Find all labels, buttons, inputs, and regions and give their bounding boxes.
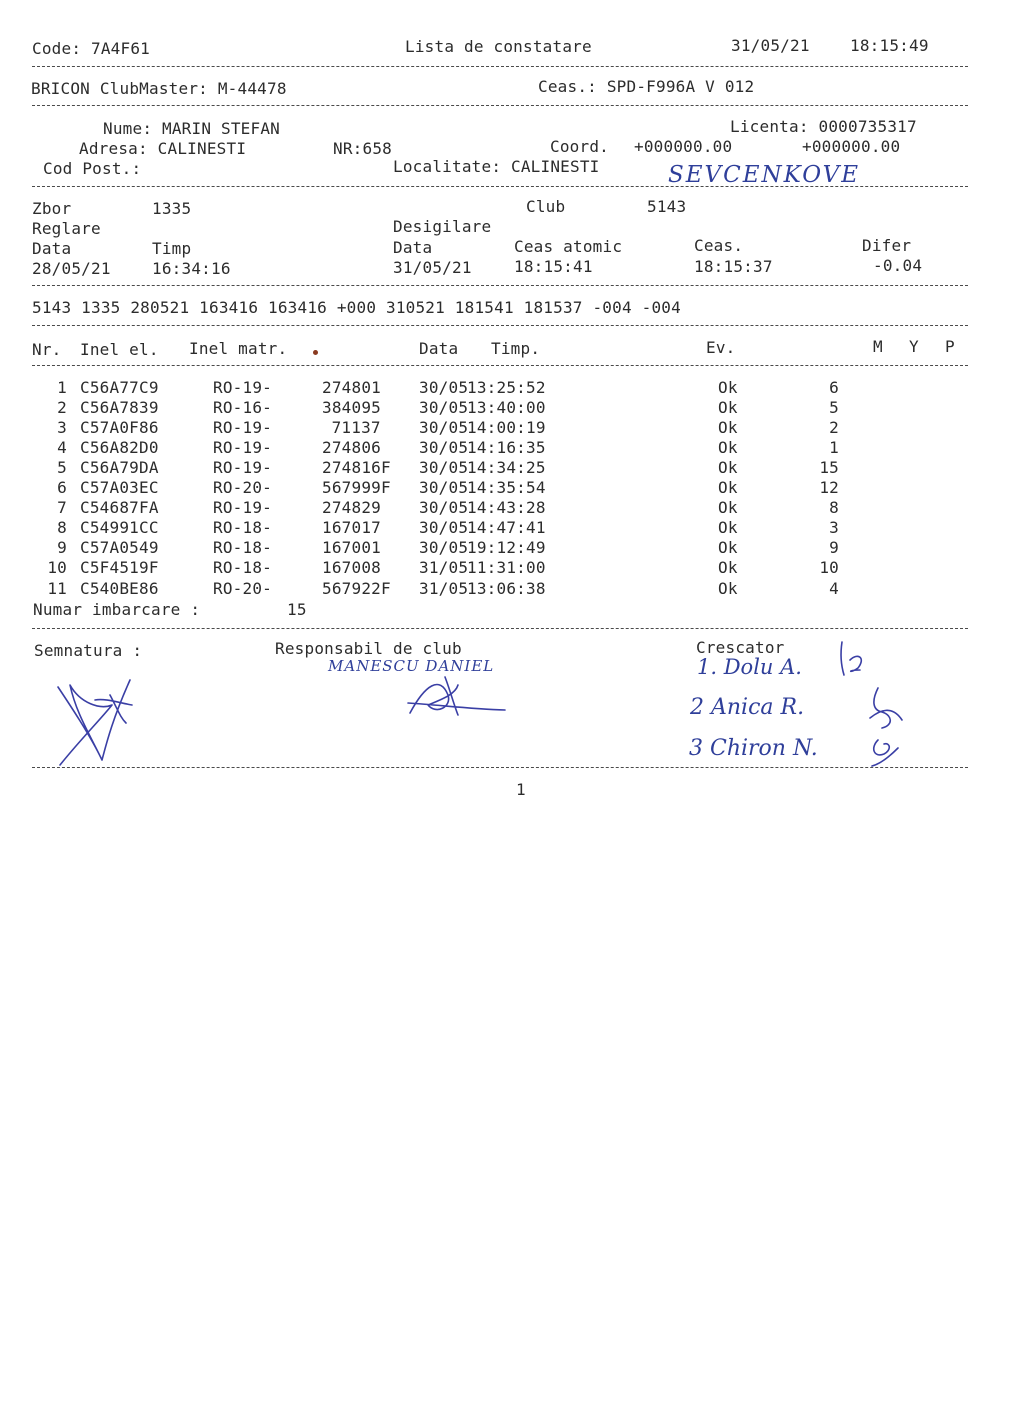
postal-code-label: Cod Post.: [43, 159, 142, 178]
cell-position: 9 [829, 538, 839, 558]
cell-position: 8 [829, 498, 839, 518]
col-header-y: Y [909, 337, 919, 356]
cell-date: 30/05 [419, 498, 469, 518]
cell-position: 10 [819, 558, 839, 578]
cell-nr: 10 [47, 558, 67, 578]
fancier-signature [40, 665, 150, 775]
cell-nr: 1 [57, 378, 67, 397]
document-title: Lista de constatare [405, 37, 592, 56]
difference-label: Difer [862, 236, 912, 255]
divider [32, 66, 968, 67]
cell-event: Ok [718, 518, 738, 538]
cell-time: 19:12:49 [467, 538, 546, 558]
cell-ring-prefix: RO-20- [213, 478, 272, 498]
cell-electronic-ring: C56A77C9 [80, 378, 159, 397]
cell-electronic-ring: C540BE86 [80, 578, 159, 598]
basketed-count-label: Numar imbarcare : [33, 600, 201, 619]
cell-date: 30/05 [419, 538, 469, 558]
breeder-witness-3: 3 Chiron N. [689, 736, 818, 761]
cell-time: 13:06:38 [467, 578, 546, 598]
clock-time: 18:15:37 [694, 257, 773, 276]
cell-electronic-ring: C57A03EC [80, 478, 159, 498]
col-header-event: Ev. [706, 338, 736, 357]
desigilare-label: Desigilare [393, 217, 492, 236]
cell-time: 14:16:35 [467, 438, 546, 458]
cell-ring-number: 274829 [322, 498, 381, 518]
cell-event: Ok [718, 458, 738, 478]
divider [32, 325, 968, 326]
ink-dot [313, 350, 318, 355]
club-label: Club [526, 197, 566, 216]
cell-position: 2 [829, 418, 839, 438]
cell-event: Ok [718, 438, 738, 458]
clock-difference: -0.04 [873, 256, 923, 275]
cell-ring-number: 71137 [331, 418, 381, 438]
cell-nr: 5 [57, 458, 67, 478]
cell-event: Ok [718, 378, 738, 397]
cell-ring-number: 384095 [322, 398, 381, 418]
cell-ring-prefix: RO-18- [213, 558, 272, 578]
cell-time: 11:31:00 [467, 558, 546, 578]
print-time: 18:15:49 [850, 36, 929, 55]
cell-ring-prefix: RO-18- [213, 538, 272, 558]
cell-event: Ok [718, 538, 738, 558]
col-header-date: Data [419, 339, 459, 358]
cell-ring-prefix: RO-19- [213, 498, 272, 518]
cell-ring-number: 167008 [322, 558, 381, 578]
cell-position: 5 [829, 398, 839, 418]
cell-electronic-ring: C54991CC [80, 518, 159, 538]
cell-event: Ok [718, 398, 738, 418]
cell-nr: 6 [57, 478, 67, 498]
flight-number: 1335 [152, 199, 192, 218]
cell-electronic-ring: C56A82D0 [80, 438, 159, 458]
breeder-signatures [820, 640, 910, 775]
breeder-witness-2: 2 Anica R. [690, 695, 805, 720]
locality: Localitate: CALINESTI [393, 157, 600, 176]
reglare-date-label: Data [32, 239, 72, 258]
cell-date: 30/05 [419, 438, 469, 458]
divider [32, 186, 968, 187]
col-header-m: M [873, 337, 883, 356]
basketed-count: 15 [287, 600, 307, 619]
desigilare-date: 31/05/21 [393, 258, 472, 277]
divider [32, 628, 968, 629]
cell-time: 14:47:41 [467, 518, 546, 538]
license-number: Licenta: 0000735317 [730, 117, 917, 136]
cell-event: Ok [718, 558, 738, 578]
col-header-time: Timp. [491, 339, 541, 358]
cell-nr: 8 [57, 518, 67, 538]
cell-position: 3 [829, 518, 839, 538]
print-date: 31/05/21 [731, 36, 810, 55]
divider [32, 365, 968, 366]
cell-electronic-ring: C56A7839 [80, 398, 159, 418]
col-header-ring-number: Inel matr. [189, 339, 288, 358]
divider [32, 105, 968, 106]
cell-nr: 4 [57, 438, 67, 458]
cell-date: 30/05 [419, 418, 469, 438]
coord-longitude: +000000.00 [802, 137, 901, 156]
cell-ring-prefix: RO-18- [213, 518, 272, 538]
clubmaster-id: BRICON ClubMaster: M-44478 [31, 79, 287, 98]
atomic-clock-time: 18:15:41 [514, 257, 593, 276]
cell-ring-prefix: RO-19- [213, 438, 272, 458]
club-number: 5143 [647, 197, 687, 216]
divider [32, 767, 968, 768]
cell-date: 30/05 [419, 518, 469, 538]
cell-electronic-ring: C57A0549 [80, 538, 159, 558]
club-responsible-name: MANESCU DANIEL [328, 657, 495, 675]
cell-nr: 11 [47, 578, 67, 598]
cell-ring-prefix: RO-19- [213, 458, 272, 478]
cell-ring-prefix: RO-20- [213, 578, 272, 598]
club-responsible-signature [400, 665, 510, 725]
breeder-witness-1: 1. Dolu A. [697, 655, 802, 679]
cell-date: 31/05 [419, 578, 469, 598]
cell-position: 1 [829, 438, 839, 458]
cell-time: 13:25:52 [467, 378, 546, 397]
clock-id: Ceas.: SPD-F996A V 012 [538, 77, 755, 96]
cell-electronic-ring: C56A79DA [80, 458, 159, 478]
cell-position: 15 [819, 458, 839, 478]
cell-electronic-ring: C57A0F86 [80, 418, 159, 438]
cell-ring-number: 167001 [322, 538, 381, 558]
reglare-label: Reglare [32, 219, 101, 238]
cell-electronic-ring: C54687FA [80, 498, 159, 518]
club-responsible-label: Responsabil de club [275, 639, 462, 658]
document-code: Code: 7A4F61 [32, 39, 150, 58]
cell-nr: 3 [57, 418, 67, 438]
col-header-nr: Nr. [32, 340, 62, 359]
col-header-electronic-ring: Inel el. [80, 340, 159, 359]
cell-event: Ok [718, 478, 738, 498]
clock-label: Ceas. [694, 236, 744, 255]
atomic-clock-label: Ceas atomic [514, 237, 623, 256]
cell-ring-number: 567922F [322, 578, 391, 598]
signature-label: Semnatura : [34, 641, 143, 660]
cell-nr: 7 [57, 498, 67, 518]
cell-event: Ok [718, 418, 738, 438]
reglare-time-label: Timp [152, 239, 192, 258]
cell-ring-number: 167017 [322, 518, 381, 538]
encoded-summary-line: 5143 1335 280521 163416 163416 +000 310521 181541 181537 -004 -004 [32, 298, 681, 317]
address-number: NR:658 [333, 139, 392, 158]
handwritten-locality: SEVCENKOVE [668, 162, 861, 188]
cell-date: 30/05 [419, 478, 469, 498]
cell-nr: 2 [57, 398, 67, 418]
cell-time: 14:43:28 [467, 498, 546, 518]
cell-electronic-ring: C5F4519F [80, 558, 159, 578]
cell-time: 13:40:00 [467, 398, 546, 418]
cell-position: 6 [829, 378, 839, 397]
cell-time: 14:34:25 [467, 458, 546, 478]
fancier-address: Adresa: CALINESTI [79, 139, 247, 158]
cell-date: 30/05 [419, 458, 469, 478]
reglare-date: 28/05/21 [32, 259, 111, 278]
fancier-name: Nume: MARIN STEFAN [103, 119, 280, 138]
cell-nr: 9 [57, 538, 67, 558]
col-header-p: P [945, 337, 955, 356]
reglare-time: 16:34:16 [152, 259, 231, 278]
cell-event: Ok [718, 498, 738, 518]
desigilare-date-label: Data [393, 238, 433, 257]
cell-time: 14:35:54 [467, 478, 546, 498]
cell-ring-number: 274806 [322, 438, 381, 458]
cell-ring-number: 274816F [322, 458, 391, 478]
cell-position: 4 [829, 578, 839, 598]
coord-label: Coord. [550, 137, 609, 156]
cell-event: Ok [718, 578, 738, 598]
cell-ring-number: 567999F [322, 478, 391, 498]
coord-latitude: +000000.00 [634, 137, 733, 156]
divider [32, 285, 968, 286]
cell-ring-prefix: RO-16- [213, 398, 272, 418]
breeder-label: Crescator [696, 638, 785, 657]
cell-date: 31/05 [419, 558, 469, 578]
cell-date: 30/05 [419, 378, 469, 397]
flight-label: Zbor [32, 199, 72, 218]
cell-ring-prefix: RO-19- [213, 418, 272, 438]
page-number: 1 [516, 780, 526, 799]
cell-date: 30/05 [419, 398, 469, 418]
cell-time: 14:00:19 [467, 418, 546, 438]
cell-ring-prefix: RO-19- [213, 378, 272, 397]
cell-ring-number: 274801 [322, 378, 381, 397]
cell-position: 12 [819, 478, 839, 498]
